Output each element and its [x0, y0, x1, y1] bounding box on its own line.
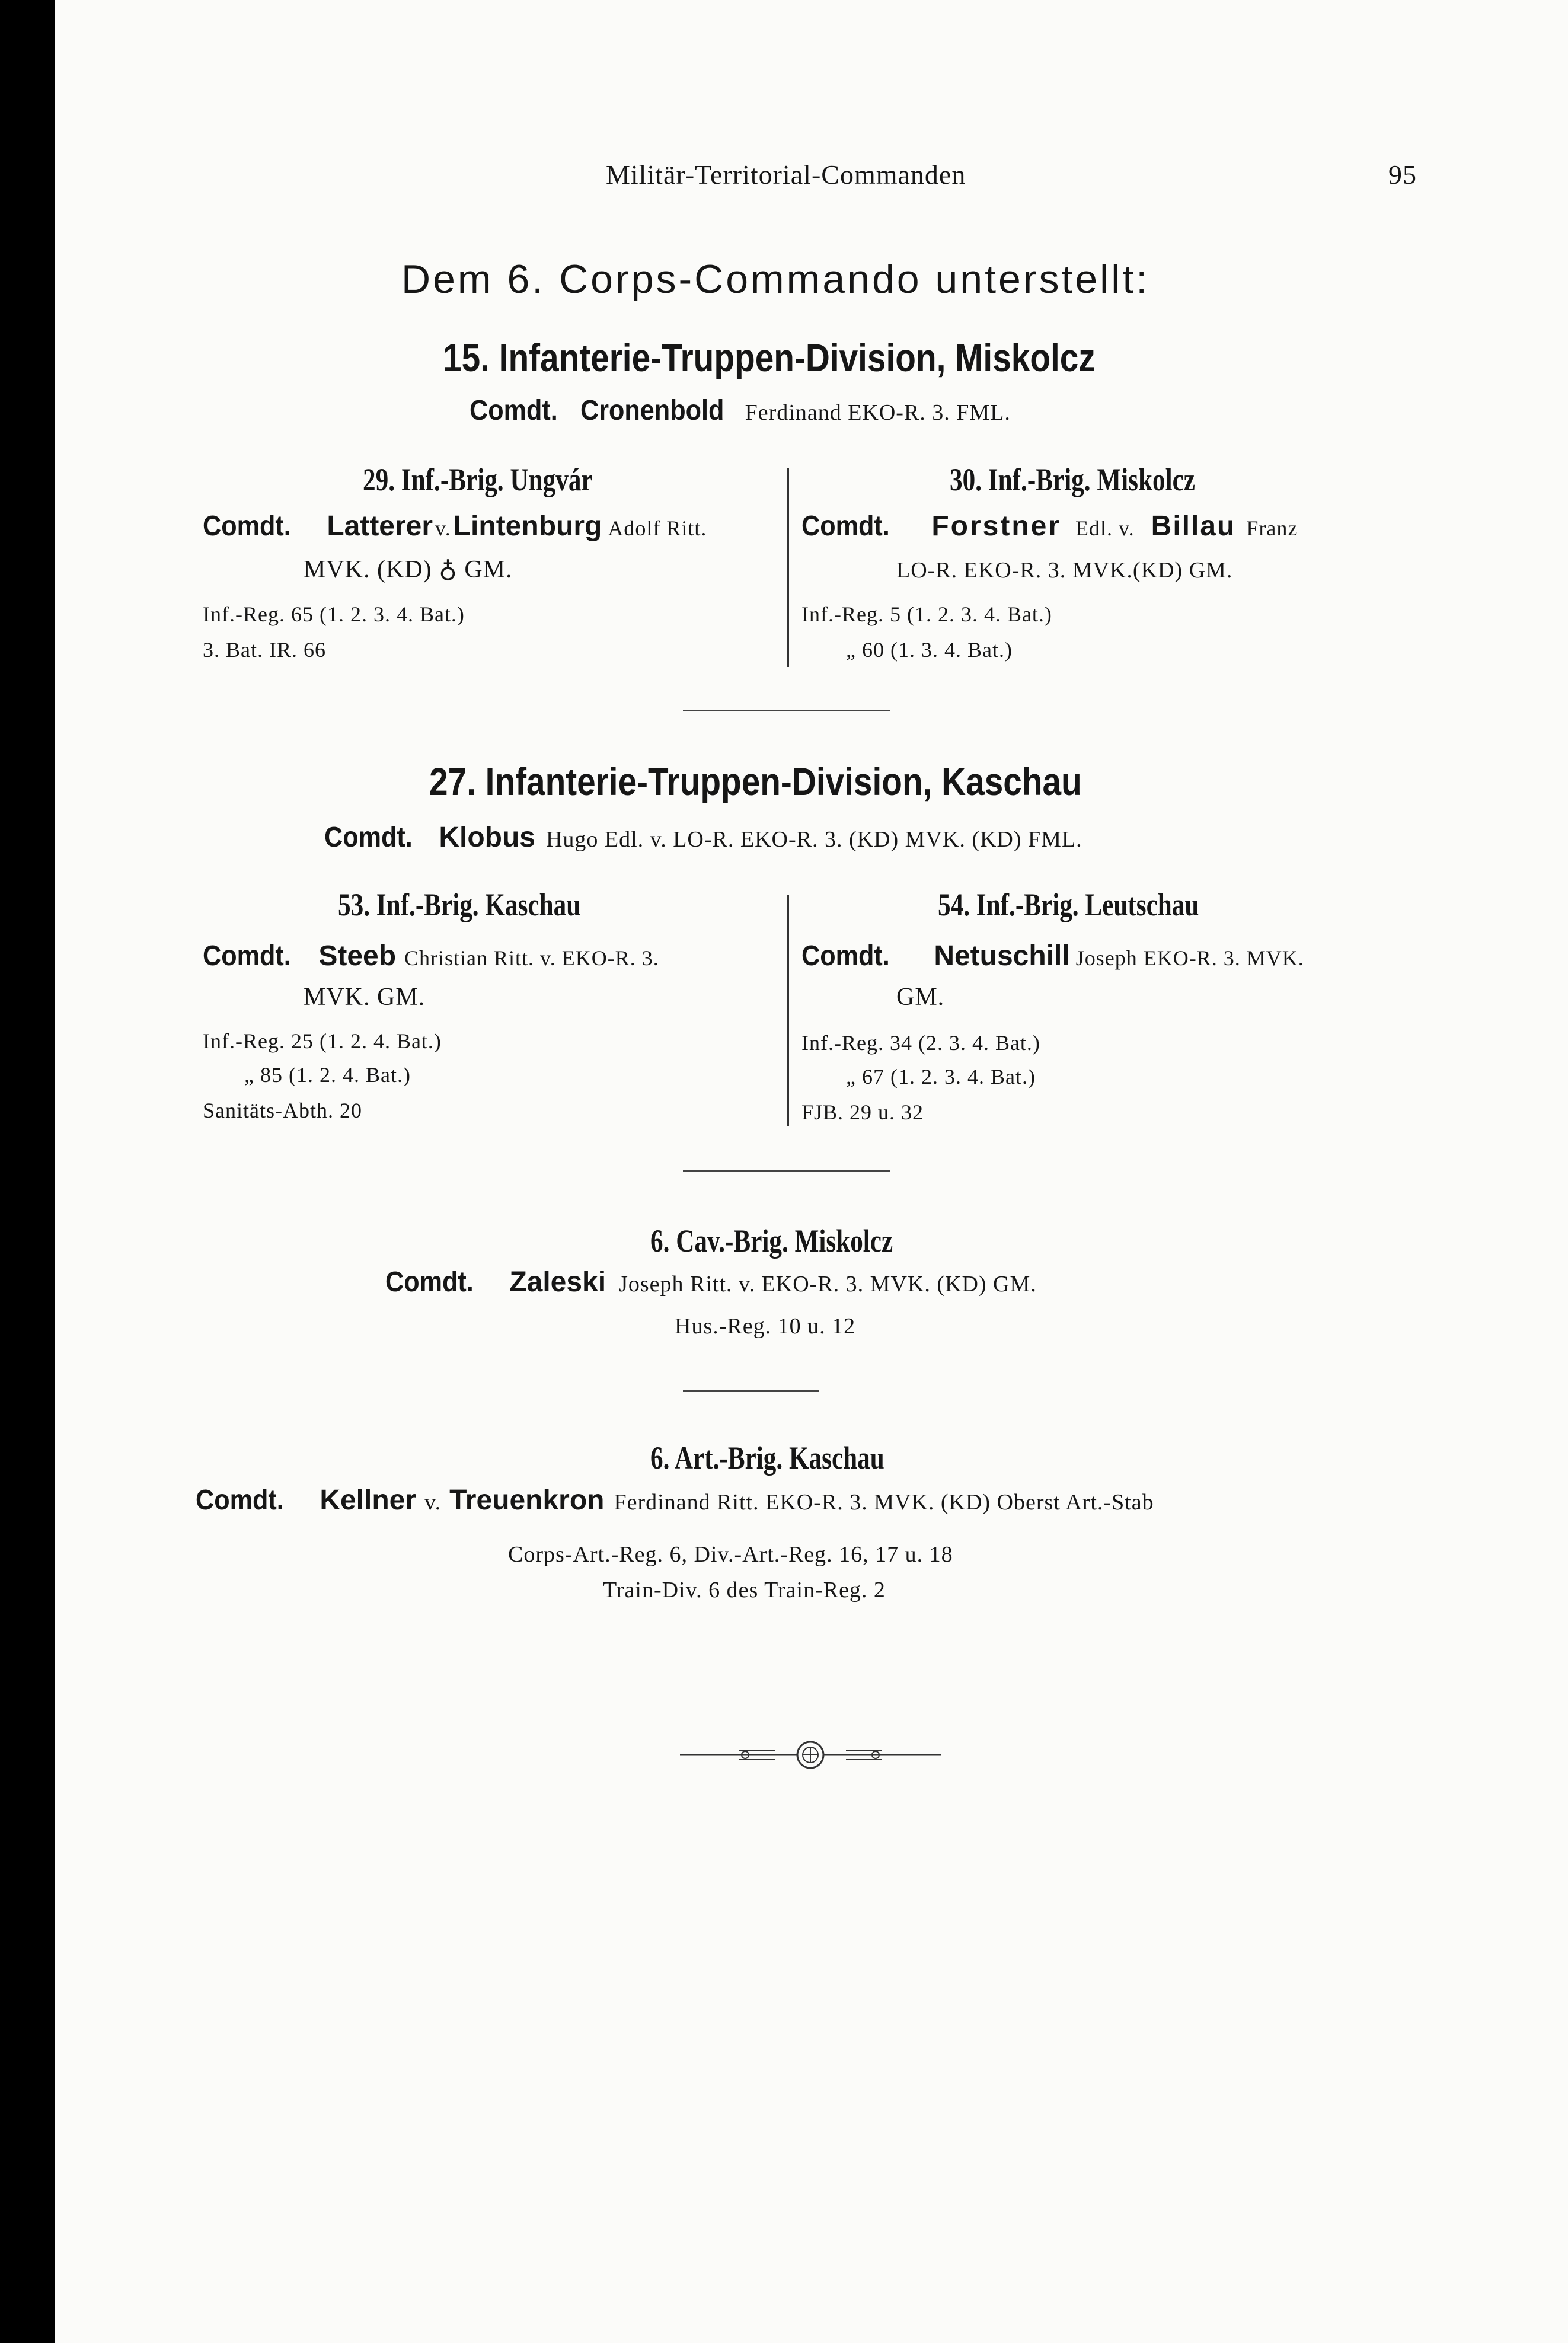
- brigade-29-commander-line: [203, 510, 707, 542]
- running-header-title: Militär-Territorial-Commanden: [606, 159, 966, 190]
- document-page: [55, 0, 1568, 2343]
- commander-name: Latterer: [327, 510, 433, 542]
- brigade-30-unit-2: „ 60 (1. 3. 4. Bat.): [846, 638, 1013, 662]
- brigade-53-line2: MVK. GM.: [304, 984, 426, 1011]
- division-15-commander-line: [470, 394, 1011, 427]
- brigade-53-title: 53. Inf.-Brig. Kaschau: [338, 887, 581, 922]
- brigade-30-line2: LO-R. EKO-R. 3. MVK.(KD) GM.: [896, 558, 1233, 583]
- brigade-54-line2: GM.: [896, 984, 945, 1011]
- brigade-54-unit-3: FJB. 29 u. 32: [801, 1100, 924, 1124]
- art-brigade-unit-2: Train-Div. 6 des Train-Reg. 2: [603, 1578, 886, 1603]
- commander-details: Ferdinand EKO-R. 3. FML.: [745, 400, 1011, 425]
- commander-name: Cronenbold: [580, 395, 724, 426]
- comdt-label: Comdt.: [203, 510, 291, 542]
- brigade-53-commander-line: [203, 940, 659, 972]
- commander-details-2: Franz: [1246, 516, 1298, 540]
- comdt-label: Comdt.: [470, 395, 558, 426]
- commander-details: Christian Ritt. v. EKO-R. 3.: [404, 946, 659, 970]
- commander-details: Adolf Ritt.: [608, 516, 707, 540]
- name-particle: v.: [424, 1490, 442, 1515]
- commander-details: Joseph EKO-R. 3. MVK.: [1075, 946, 1304, 970]
- brigade-54-unit-1: Inf.-Reg. 34 (2. 3. 4. Bat.): [801, 1031, 1040, 1055]
- brigade-30-title: 30. Inf.-Brig. Miskolcz: [950, 462, 1195, 497]
- art-brigade-commander-line: [196, 1484, 1154, 1517]
- division-27-commander-line: [324, 821, 1082, 854]
- comdt-label: Comdt.: [196, 1485, 284, 1516]
- brigade-54-commander-line: [801, 940, 1304, 972]
- commander-name: Zaleski: [509, 1266, 606, 1298]
- comdt-label: Comdt.: [385, 1266, 474, 1298]
- cav-brigade-commander-line: [385, 1266, 1037, 1298]
- commander-name: Klobus: [439, 822, 535, 853]
- section-separator: [683, 1170, 890, 1172]
- corps-heading: Dem 6. Corps-Commando unterstellt:: [401, 257, 1150, 302]
- commander-details: Edl. v.: [1075, 516, 1135, 540]
- ornament-icon: [680, 1737, 941, 1773]
- comdt-label: Comdt.: [801, 510, 890, 542]
- brigade-53-unit-1: Inf.-Reg. 25 (1. 2. 4. Bat.): [203, 1029, 442, 1053]
- commander-name: Steeb: [318, 940, 397, 972]
- brigade-29-unit-1: Inf.-Reg. 65 (1. 2. 3. 4. Bat.): [203, 602, 465, 626]
- division-27-title: 27. Infanterie-Truppen-Division, Kaschau: [429, 759, 1082, 803]
- brigade-29-unit-2: 3. Bat. IR. 66: [203, 638, 326, 662]
- brigade-30-unit-1: Inf.-Reg. 5 (1. 2. 3. 4. Bat.): [801, 602, 1052, 626]
- brigade-54-unit-2: „ 67 (1. 2. 3. 4. Bat.): [846, 1065, 1036, 1088]
- scan-edge: [0, 0, 24, 42]
- column-divider: [787, 895, 789, 1126]
- brigade-29-title: 29. Inf.-Brig. Ungvár: [363, 462, 593, 497]
- brigade-53-unit-3: Sanitäts-Abth. 20: [203, 1099, 362, 1122]
- comdt-label: Comdt.: [203, 940, 291, 972]
- art-brigade-title: 6. Art.-Brig. Kaschau: [650, 1440, 884, 1476]
- section-separator: [683, 1390, 819, 1392]
- commander-name: Forstner: [931, 510, 1062, 542]
- division-15-title: 15. Infanterie-Truppen-Division, Miskolcz: [443, 336, 1096, 379]
- commander-name-2: Treuenkron: [449, 1485, 605, 1516]
- brigade-54-title: 54. Inf.-Brig. Leutschau: [938, 887, 1199, 922]
- commander-name-2: Lintenburg: [453, 510, 602, 542]
- name-particle: v.: [435, 516, 451, 540]
- cav-brigade-units: Hus.-Reg. 10 u. 12: [675, 1314, 856, 1339]
- commander-details: Joseph Ritt. v. EKO-R. 3. MVK. (KD) GM.: [619, 1272, 1037, 1297]
- commander-name-2: Billau: [1151, 510, 1236, 542]
- section-separator: [683, 710, 890, 711]
- comdt-label: Comdt.: [801, 940, 890, 972]
- brigade-29-line2: MVK. (KD) ♁ GM.: [304, 556, 513, 583]
- cav-brigade-title: 6. Cav.-Brig. Miskolcz: [650, 1223, 893, 1259]
- commander-details: Ferdinand Ritt. EKO-R. 3. MVK. (KD) Oberst Art.-Stab: [614, 1490, 1154, 1515]
- brigade-53-unit-2: „ 85 (1. 2. 4. Bat.): [244, 1063, 411, 1087]
- commander-details: Hugo Edl. v. LO-R. EKO-R. 3. (KD) MVK. (KD) FML.: [545, 827, 1082, 852]
- art-brigade-unit-1: Corps-Art.-Reg. 6, Div.-Art.-Reg. 16, 17 u. 18: [508, 1542, 953, 1567]
- comdt-label: Comdt.: [324, 822, 413, 853]
- page-number: 95: [1388, 159, 1417, 190]
- commander-name: Netuschill: [934, 940, 1070, 972]
- brigade-30-commander-line: [801, 510, 1298, 542]
- commander-name: Kellner: [320, 1485, 417, 1516]
- column-divider: [787, 468, 789, 667]
